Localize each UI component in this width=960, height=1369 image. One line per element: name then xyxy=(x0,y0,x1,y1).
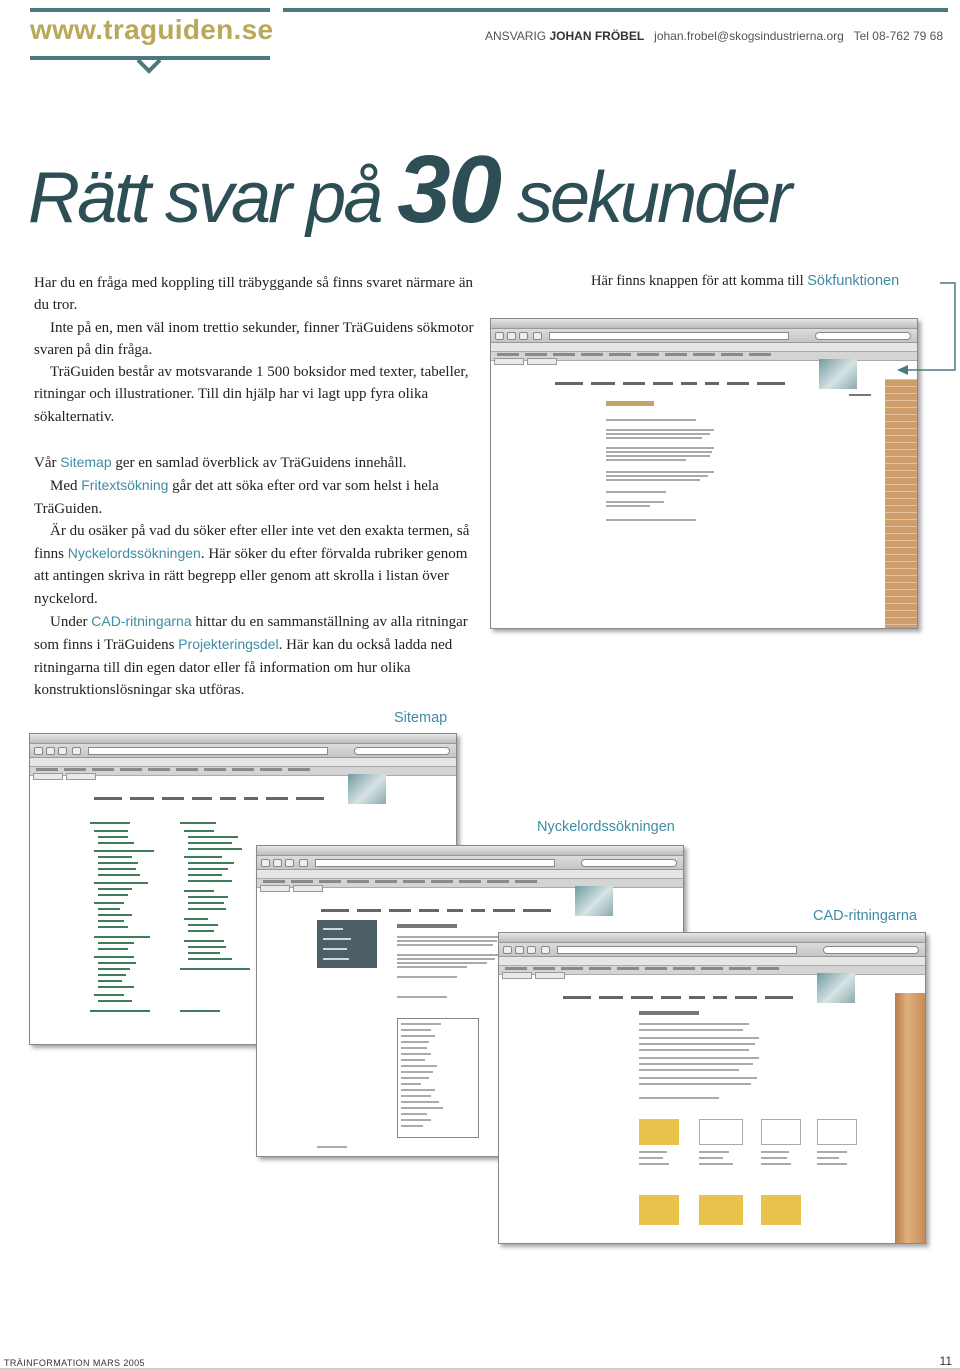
search-button-callout xyxy=(591,273,899,290)
bookmarks-bar xyxy=(491,343,917,352)
contact-email[interactable]: johan.frobel@skogsindustrierna.org xyxy=(654,29,844,43)
cad-ritningarna-link[interactable]: CAD-ritningarna xyxy=(91,613,192,630)
headline-number: 30 xyxy=(397,136,500,243)
site-logo-image xyxy=(817,973,855,1003)
window-titlebar xyxy=(30,734,456,744)
intro-paragraph-1: Har du en fråga med koppling till träbyggande så finns svaret närmare än du tror. xyxy=(34,275,474,314)
headline-part1: Rätt svar på xyxy=(28,158,381,238)
cad-drawing-thumb xyxy=(761,1195,801,1225)
traguiden-heading-graphic xyxy=(606,401,654,406)
headline-part2: sekunder xyxy=(516,158,790,238)
text-segment: Vår xyxy=(34,455,57,471)
intro-text xyxy=(34,272,474,428)
sokfunktionen-link[interactable]: Sökfunktionen xyxy=(807,273,900,289)
browser-toolbar xyxy=(491,329,917,343)
text-segment: går det att söka efter ord var som helst i hela TräGuiden. xyxy=(34,478,439,517)
screenshot-startpage xyxy=(490,318,918,629)
fritextsokning-link[interactable]: Fritextsökning xyxy=(81,477,169,494)
timber-photo xyxy=(895,993,925,1244)
header-rule-right xyxy=(283,8,948,12)
nyckelordssokningen-link[interactable]: Nyckelordssökningen xyxy=(67,545,201,562)
nyckelord-heading-graphic xyxy=(397,924,457,928)
body-paragraph-nyckelord xyxy=(34,520,474,610)
text-segment: . Här söker du efter förvalda rubriker genom att antingen skriva in rätt begrepp eller genom att skrolla i listan över nyckelord. xyxy=(34,546,468,607)
site-nav xyxy=(555,372,917,390)
bookmarks-bar xyxy=(257,870,683,879)
search-menu-panel xyxy=(317,920,377,968)
site-logo-image xyxy=(348,774,386,804)
sitemap-column-1 xyxy=(90,822,180,1022)
site-url-link[interactable]: www.traguiden.se xyxy=(30,14,274,45)
window-titlebar xyxy=(491,319,917,329)
sitemap-link[interactable]: Sitemap xyxy=(60,454,112,470)
back-link-graphic xyxy=(317,1146,347,1148)
bookmarks-bar xyxy=(30,758,456,767)
site-nav xyxy=(321,899,683,917)
caption-cad: CAD-ritningarna xyxy=(813,908,917,924)
text-segment: Med xyxy=(50,478,78,495)
site-nav xyxy=(94,787,456,805)
body-paragraph-cad xyxy=(34,610,474,701)
bookmarks-bar xyxy=(499,957,925,966)
body-text xyxy=(34,451,474,701)
screenshot-cad xyxy=(498,932,926,1244)
site-logo-image xyxy=(575,886,613,916)
building-photo xyxy=(885,379,917,629)
cad-drawing-thumb xyxy=(639,1119,679,1145)
browser-toolbar xyxy=(30,744,456,758)
keyword-listbox xyxy=(397,1018,479,1138)
cad-drawing-thumb xyxy=(699,1195,743,1225)
page-number: 11 xyxy=(939,1354,952,1368)
intro-paragraph-2: Inte på en, men väl inom trettio sekunder, finner TräGuidens sökmotor svaren på din fråga. xyxy=(34,319,474,358)
cad-drawing-thumb xyxy=(699,1119,743,1145)
window-titlebar xyxy=(499,933,925,943)
projekteringsdel-link[interactable]: Projekteringsdel xyxy=(178,636,279,653)
cad-drawing-thumb xyxy=(761,1119,801,1145)
site-nav xyxy=(563,986,925,1004)
intro-paragraph-3: TräGuiden består av motsvarande 1 500 boksidor med texter, tabeller, ritningar och illustrationer. Till din hjälp har vi lagt upp fyra olika sökalternativ. xyxy=(34,364,469,425)
browser-toolbar xyxy=(257,856,683,870)
text-segment: ger en samlad överblick av TräGuidens innehåll. xyxy=(115,455,407,471)
contact-phone: Tel 08-762 79 68 xyxy=(853,29,943,43)
search-button-graphic xyxy=(849,394,871,396)
page-title xyxy=(28,136,948,243)
cad-drawing-thumb xyxy=(639,1195,679,1225)
window-titlebar xyxy=(257,846,683,856)
cad-heading-graphic xyxy=(639,1011,699,1015)
header-rule-left xyxy=(30,8,270,12)
responsible-label: ANSVARIG xyxy=(485,29,547,43)
caption-nyckelord: Nyckelordssökningen xyxy=(537,819,675,835)
site-logo-image xyxy=(819,359,857,389)
text-segment: Under xyxy=(50,614,88,631)
cad-drawing-thumb xyxy=(817,1119,857,1145)
responsible-name: JOHAN FRÖBEL xyxy=(549,29,645,43)
caption-sitemap: Sitemap xyxy=(394,710,448,726)
body-paragraph-sitemap xyxy=(34,451,474,474)
chevron-down-icon xyxy=(136,58,162,74)
body-paragraph-fritext xyxy=(34,474,474,520)
browser-toolbar xyxy=(499,943,925,957)
footer-publication: TRÄINFORMATION MARS 2005 xyxy=(4,1358,145,1368)
text-segment: hittar du en sammanställning av alla ritningar som finns i TräGuidens xyxy=(34,614,468,654)
header-contact xyxy=(485,29,943,43)
callout-text: Här finns knappen för att komma till xyxy=(591,273,804,289)
text-segment: . Här kan du också ladda ned ritningarna till din egen dator eller få information om hur olika konstruktionslösningar ska utföras. xyxy=(34,637,453,698)
text-segment: Är du osäker på vad du söker efter eller inte vet den exakta termen, så finns xyxy=(34,522,470,563)
